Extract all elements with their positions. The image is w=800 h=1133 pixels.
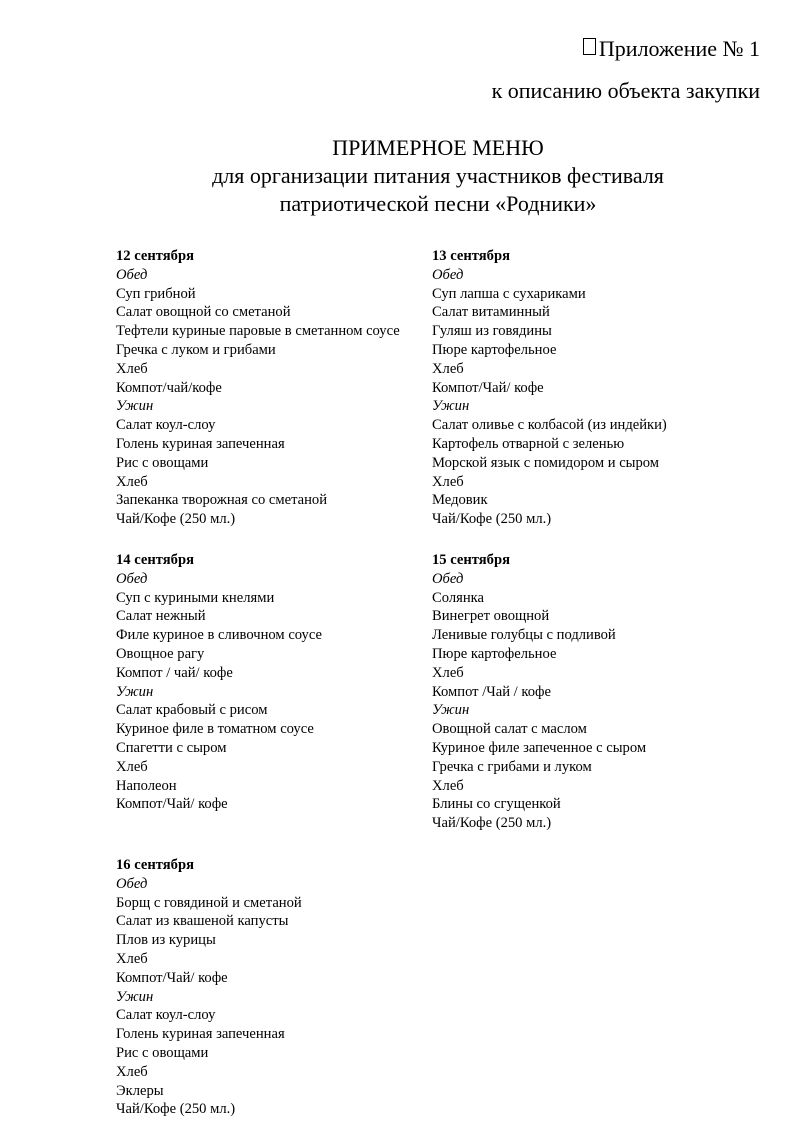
menu-item: Хлеб	[432, 473, 464, 490]
menu-item: Пюре картофельное	[432, 341, 557, 358]
menu-item: Хлеб	[432, 360, 464, 377]
menu-item: Суп лапша с сухариками	[432, 285, 586, 302]
menu-title-block	[0, 134, 800, 218]
menu-item: Гуляш из говядины	[432, 323, 552, 340]
menu-item: Овощное рагу	[116, 645, 205, 662]
meal-label-lunch: Обед	[116, 570, 148, 587]
menu-item: Хлеб	[432, 777, 464, 794]
menu-item: Куриное филе запеченное с сыром	[432, 739, 647, 756]
menu-item: Филе куриное в сливочном соусе	[116, 627, 322, 644]
menu-item: Эклеры	[116, 1082, 164, 1099]
day-date: 16 сентября	[116, 857, 194, 873]
menu-item: Морской язык с помидором и сыром	[432, 454, 660, 471]
menu-item: Суп с куриными кнелями	[116, 589, 275, 606]
menu-item: Ленивые голубцы с подливой	[432, 627, 616, 644]
menu-item: Салат крабовый с рисом	[116, 702, 268, 719]
menu-item: Хлеб	[116, 1063, 148, 1080]
meal-label-dinner: Ужин	[116, 398, 154, 415]
menu-item: Гречка с луком и грибами	[116, 341, 276, 358]
menu-item: Салат витаминный	[432, 304, 550, 321]
meal-label-dinner: Ужин	[432, 702, 470, 719]
menu-item: Салат коул-слоу	[116, 417, 216, 434]
menu-item: Хлеб	[432, 664, 464, 681]
menu-item: Хлеб	[116, 758, 148, 775]
day-menu-14-september	[116, 551, 322, 814]
menu-item: Наполеон	[116, 777, 177, 794]
meal-label-dinner: Ужин	[116, 988, 154, 1005]
menu-item: Солянка	[432, 589, 484, 606]
menu-item: Куриное филе в томатном соусе	[116, 721, 314, 738]
menu-item: Картофель отварной с зеленью	[432, 435, 625, 452]
menu-item: Овощной салат с маслом	[432, 721, 587, 738]
menu-item: Пюре картофельное	[432, 645, 557, 662]
day-date: 15 сентября	[432, 552, 510, 568]
day-date: 14 сентября	[116, 552, 194, 568]
menu-item: Компот/чай/кофе	[116, 379, 222, 396]
menu-item: Салат нежный	[116, 608, 206, 625]
menu-item: Запеканка творожная со сметаной	[116, 492, 328, 509]
menu-item: Хлеб	[116, 473, 148, 490]
menu-item: Хлеб	[116, 950, 148, 967]
menu-item: Плов из курицы	[116, 932, 216, 949]
day-date: 12 сентября	[116, 248, 194, 264]
menu-item: Гречка с грибами и луком	[432, 758, 592, 775]
menu-title: ПРИМЕРНОЕ МЕНЮ	[332, 135, 544, 160]
meal-label-lunch: Обед	[116, 266, 148, 283]
day-menu-15-september	[432, 551, 646, 833]
checkbox-glyph-icon	[583, 38, 596, 55]
menu-item: Чай/Кофе (250 мл.)	[432, 511, 552, 528]
menu-item: Компот /Чай / кофе	[432, 683, 551, 700]
menu-item: Компот / чай/ кофе	[116, 664, 233, 681]
menu-item: Компот/Чай/ кофе	[432, 379, 544, 396]
menu-item: Голень куриная запеченная	[116, 1026, 285, 1043]
meal-label-dinner: Ужин	[432, 398, 470, 415]
menu-item: Винегрет овощной	[432, 608, 550, 625]
appendix-label: Приложение № 1	[598, 36, 760, 61]
menu-item: Салат коул-слоу	[116, 1007, 216, 1024]
meal-label-lunch: Обед	[432, 266, 464, 283]
day-menu-12-september	[116, 247, 400, 529]
menu-item: Блины со сгущенкой	[432, 796, 561, 813]
menu-item: Борщ с говядиной и сметаной	[116, 894, 302, 911]
meal-label-lunch: Обед	[116, 875, 148, 892]
day-menu-16-september	[116, 856, 302, 1119]
menu-item: Рис с овощами	[116, 454, 209, 471]
menu-item: Чай/Кофе (250 мл.)	[432, 815, 552, 832]
meal-label-dinner: Ужин	[116, 683, 154, 700]
menu-item: Компот/Чай/ кофе	[116, 796, 228, 813]
menu-item: Спагетти с сыром	[116, 739, 227, 756]
menu-item: Рис с овощами	[116, 1044, 209, 1061]
day-menu-13-september	[432, 247, 667, 529]
menu-item: Медовик	[432, 492, 488, 509]
menu-item: Салат овощной со сметаной	[116, 304, 291, 321]
menu-item: Салат из квашеной капусты	[116, 913, 289, 930]
menu-item: Салат оливье с колбасой (из индейки)	[432, 417, 667, 434]
menu-item: Хлеб	[116, 360, 148, 377]
menu-subtitle-line-2: патриотической песни «Родники»	[279, 191, 597, 216]
menu-item: Голень куриная запеченная	[116, 435, 285, 452]
menu-subtitle-line-1: для организации питания участников фестиваля	[212, 163, 664, 188]
menu-item: Чай/Кофе (250 мл.)	[116, 511, 236, 528]
menu-item: Суп грибной	[116, 285, 196, 302]
day-date: 13 сентября	[432, 248, 510, 264]
meal-label-lunch: Обед	[432, 570, 464, 587]
procurement-subject-line: к описанию объекта закупки	[491, 78, 760, 103]
menu-item: Компот/Чай/ кофе	[116, 969, 228, 986]
appendix-heading	[583, 34, 760, 64]
menu-item: Чай/Кофе (250 мл.)	[116, 1101, 236, 1118]
menu-item: Тефтели куриные паровые в сметанном соусе	[116, 323, 400, 340]
